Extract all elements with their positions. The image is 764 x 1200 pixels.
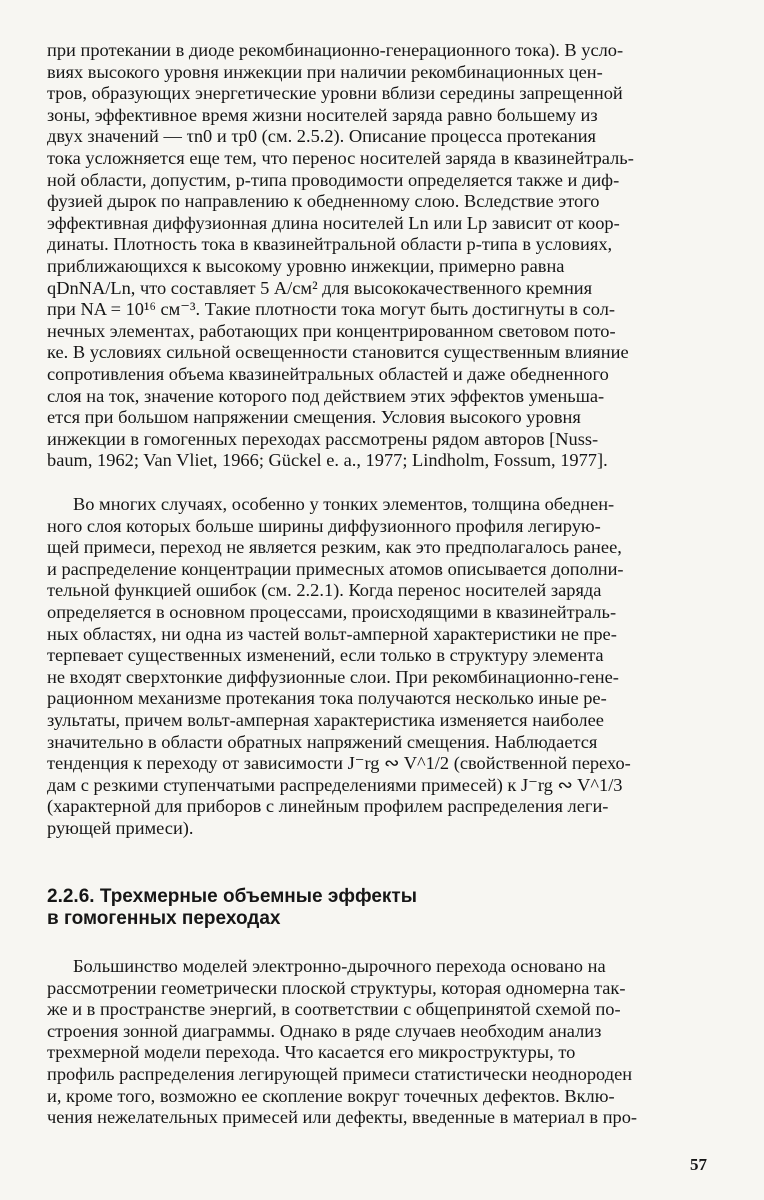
page-number: 57 [690,1155,707,1174]
text-line: ного слоя которых больше ширины диффузионного профиля легирую- [47,515,601,536]
text-line: зоны, эффективное время жизни носителей заряда равно большему из [47,104,598,125]
text-line: дам с резкими ступенчатыми распределениями примесей) к J⁻rg ∾ V^1/3 [47,774,623,795]
paragraph-1 [47,40,712,472]
text-line: терпевает существенных изменений, если только в структуру элемента [47,645,604,666]
text-line: и, кроме того, возможно ее скопление вокруг точечных дефектов. Вклю- [47,1085,615,1106]
text-line: слоя на ток, значение которого под действием этих эффектов уменьша- [47,385,605,406]
text-line: строения зонной диаграммы. Однако в ряде случаев необходим анализ [47,1020,602,1041]
section-heading [47,886,417,930]
text-line: нечных элементах, работающих при концентрированном световом пото- [47,320,616,341]
text-line: зультаты, причем вольт-амперная характеристика изменяется наиболее [47,709,604,730]
text-line: определяется в основном процессами, происходящими в квазинейтраль- [47,601,617,622]
text-line: фузией дырок по направлению к обедненному слою. Вследствие этого [47,191,600,212]
text-line: инжекции в гомогенных переходах рассмотрены рядом авторов [Nuss- [47,428,599,449]
paragraph-2 [47,494,712,840]
text-line: тока усложняется еще тем, что перенос носителей заряда в квазинейтраль- [47,147,634,168]
text-line: тельной функцией ошибок (см. 2.2.1). Когда перенос носителей заряда [47,580,602,601]
text-line: ных областях, ни одна из частей вольт-амперной характеристики не пре- [47,623,617,644]
text-line: baum, 1962; Van Vliet, 1966; Gückel e. a., 1977; Lindholm, Fossum, 1977]. [47,450,608,471]
text-line: приближающихся к высокому уровню инжекции, примерно равна [47,255,565,276]
text-line: не входят сверхтонкие диффузионные слои. При рекомбинационно-гене- [47,666,619,687]
text-line: щей примеси, переход не является резким, как это предполагалось ранее, [47,537,622,558]
text-line: же и в пространстве энергий, в соответствии с общепринятой схемой по- [47,999,621,1020]
text-line: при протекании в диоде рекомбинационно-генерационного тока). В усло- [47,40,624,60]
text-line: сопротивления объема квазинейтральных областей и даже обедненного [47,363,609,384]
text-line: qDnNA/Ln, что составляет 5 А/см² для высококачественного кремния [47,277,593,298]
text-line: двух значений — τn0 и τp0 (см. 2.5.2). Описание процесса протекания [47,126,596,147]
text-line: чения нежелательных примесей или дефекты, введенные в материал в про- [47,1107,638,1128]
text-line: при NA = 10¹⁶ см⁻³. Такие плотности тока могут быть достигнуты в сол- [47,299,616,320]
text-line: ке. В условиях сильной освещенности становится существенным влияние [47,342,629,363]
text-line: рассмотрении геометрически плоской структуры, которая одномерна так- [47,977,626,998]
text-line: тров, образующих энергетические уровни вблизи середины запрещенной [47,83,623,104]
text-line: эффективная диффузионная длина носителей Ln или Lp зависит от коор- [47,212,620,233]
text-line: ется при большом напряжении смещения. Условия высокого уровня [47,407,581,428]
text-line: динаты. Плотность тока в квазинейтральной области p-типа в условиях, [47,234,613,255]
text-line: виях высокого уровня инжекции при наличии рекомбинационных цен- [47,61,603,82]
text-line: Большинство моделей электронно-дырочного перехода основано на [73,956,606,976]
text-line: профиль распределения легирующей примеси статистически неоднороден [47,1063,633,1084]
section-heading-line: 2.2.6. Трехмерные объемные эффекты [47,886,417,907]
text-line: трехмерной модели перехода. Что касается его микроструктуры, то [47,1042,576,1063]
text-line: и распределение концентрации примесных атомов описывается дополни- [47,558,624,579]
text-line: (характерной для приборов с линейным профилем распределения леги- [47,796,609,817]
text-line: значительно в области обратных напряжений смещения. Наблюдается [47,731,598,752]
text-line: ной области, допустим, p-типа проводимости определяется также и диф- [47,169,620,190]
paragraph-3 [47,956,712,1129]
text-line: Во многих случаях, особенно у тонких элементов, толщина обеднен- [73,494,615,514]
text-line: рующей примеси). [47,817,194,838]
section-heading-line: в гомогенных переходах [47,908,281,929]
text-line: рационном механизме протекания тока получаются несколько иные ре- [47,688,607,709]
text-line: тенденция к переходу от зависимости J⁻rg ∾ V^1/2 (свойственной перехо- [47,753,631,774]
